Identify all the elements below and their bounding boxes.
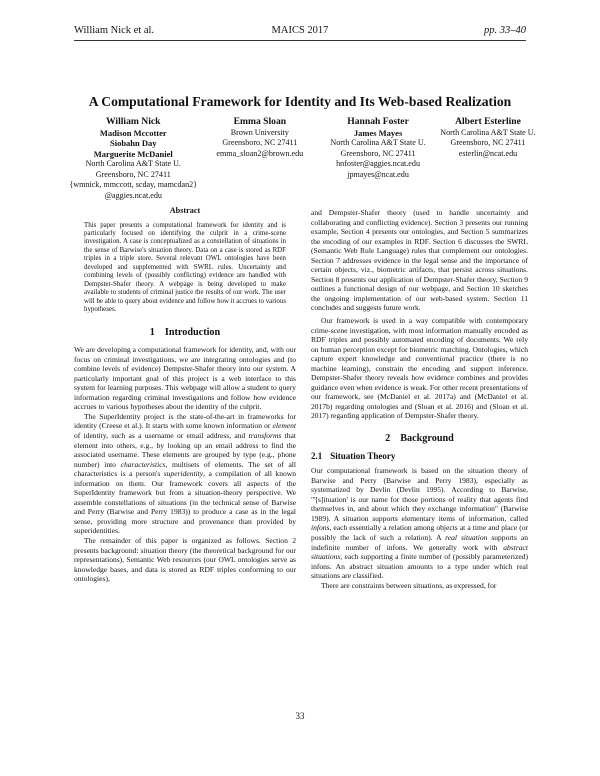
intro-paragraph-3-continued: and Dempster-Shafer theory (used to handle uncertainty and collaborating and conflicting evidence). Section 3 presents our running example, Section 4 presents our ontologies, and Section 5 summarizes the encoding of our examples in RDF. Section 6 discusses the SWRL (Semantic Web Rule Language) rules that complement our ontologies. Section 7 addresses evidence in the legal sense and the importance of certain objects, viz., biometric artifacts, that persist across situations. Section 8 presents our application of Dempster-Shafer theory, Section 9 outlines a functional design of our webpage, and Section 10 sketches the ongoing implementation of our web-based system. Section 11 concludes and suggests future work. (311, 208, 528, 313)
subsection-title: Situation Theory (330, 450, 396, 461)
author-name: Marguerite McDaniel (93, 148, 173, 159)
author-name: James Mayes (353, 127, 403, 138)
author-name: William Nick (106, 116, 161, 127)
author-email: {wmnick, mmccott, scday, mamcdan2} (69, 180, 198, 189)
section-title: Introduction (164, 326, 221, 338)
author-column-3 (325, 116, 431, 201)
author-affiliation: North Carolina A&T State U. (85, 159, 181, 168)
intro-paragraph-4: Our framework is used in a way compatible with contemporary crime-scene investigation, with most information manually encoded as RDF triples and possibly automated encoding of documents. We rely on human perception except for biometric matching. Ontologies, which capture expert knowledge and conventional practice (there is no machine learning), constrain the encoding and support inference. Dempster-Shafer theory reveals how evidence combines and provides guidance even when evidence is weak. For other recent presentations of our framework, see (McDaniel et al. 2017a) and (McDaniel et al. 2017b) regarding ontologies and (Sloan et al. 2016) and (Sloan et al. 2017) regarding application of Dempster-Shafer theory. (311, 316, 528, 421)
header-conference: MAICS 2017 (271, 25, 329, 36)
author-email: @aggies.ncat.edu (104, 190, 162, 200)
author-name: Albert Esterline (455, 116, 521, 127)
author-email: jpmayes@ncat.edu (347, 169, 409, 179)
author-email: hnfoster@aggies.ncat.edu (336, 159, 420, 168)
header-rule (74, 40, 526, 41)
author-address: Greensboro, NC 27411 (340, 148, 416, 158)
author-address: Greensboro, NC 27411 (222, 138, 298, 147)
abstract-text: This paper presents a computational framework for identity and is particularly focused on identifying the culprit in a crime-scene investigation. A case is conceptualized as a constellation of situations in the sense of Barwise's situation theory. Data on a case is stored as RDF triples in a triple store. Several relevant OWL ontologies have been developed and supplemented with SWRL rules. Uncertainty and combining levels of (possibly conflicting) evidence are handled with Dempster-Shafer theory. A webpage is being developed to make available to students of criminal justice the results of our work. The user will be able to query about evidence and follow how it accrues to various hypotheses. (84, 221, 286, 314)
intro-paragraph-3: The remainder of this paper is organized as follows. Section 2 presents background: situation theory (the theoretical background for our representations), Semantic Web resources (our OWL ontologies serve as knowledge bases, and data is stored as RDF triples conforming to our ontologies), (74, 536, 296, 584)
header-pages: pp. 33–40 (484, 25, 526, 36)
right-column (311, 208, 528, 590)
paper-title: A Computational Framework for Identity and Its Web-based Realization (88, 94, 512, 109)
situation-theory-paragraph-2: There are constraints between situations, as expressed, for (321, 580, 497, 590)
header-authors: William Nick et al. (74, 25, 155, 36)
section-title: Background (400, 433, 454, 445)
author-name: Siobahn Day (109, 138, 157, 148)
author-block (66, 116, 540, 201)
author-column-1 (66, 116, 201, 201)
author-affiliation: Brown University (230, 127, 289, 137)
left-column (74, 206, 296, 584)
section-number: 2 (385, 433, 391, 445)
intro-paragraph-2: The SuperIdentity project is the state-of-the-art in frameworks for identity (Creese et al.). It starts with some known information or element of identity, such as a username or email address, and transforms that element into others, e.g., by looking up an email address to find the associated username. These elements are grouped by type (e.g., phone number) into characteristics, multisets of elements. The set of all characteristics is a person's superidentity, a compilation of all known information on them. Our framework covers all aspects of the SuperIdentity framework but from a situation-theory perspective. We assemble constellations of situations (in the technical sense of Barwise and Perry (Barwise and Perry 1983)) to produce a case as in the legal sense, providing more structure and provenance than provided by superidentities. (74, 411, 296, 536)
page-number: 33 (295, 711, 305, 721)
author-affiliation: North Carolina A&T State U. (330, 138, 426, 147)
author-column-4 (436, 116, 540, 201)
intro-paragraph-1: We are developing a computational framework for identity, and, with our focus on criminal investigations, we are integrating ontologies and (to combine levels of evidence) Dempster-Shafer theory into our system. A particularly important goal of this project is a web interface to this system for learning purposes. This webpage will allow a student to query information regarding criminal investigations and follow how evidence accrues to various hypotheses about the identity of the culprit. (74, 345, 296, 412)
section-heading-introduction (74, 328, 296, 338)
running-header (74, 25, 526, 39)
author-column-2 (211, 116, 310, 201)
section-heading-background (311, 434, 528, 444)
author-name: Hannah Foster (347, 116, 409, 127)
author-email: esterlin@ncat.edu (458, 148, 518, 158)
author-name: Madison Mccotter (99, 127, 167, 138)
situation-theory-paragraph-1: Our computational framework is based on the situation theory of Barwise and Perry (Barwise and Perry 1983), especially as systematized by Devlin (Devlin 1995). According to Barwise, "'[s]ituation' is our name for those portions of reality that agents find themselves in, and about which they exchange information" (Barwise 1989). A situation supports elementary items of information, called infons, each essentially a relation among objects at a time and place (or possibly the lack of such a relation). A real situation supports an indefinite number of infons. We generally work with abstract situations, each supporting a finite number of (possibly parameterized) infons. An abstract situation amounts to a type under which real situations are classified. (311, 466, 528, 581)
section-number: 1 (149, 326, 155, 338)
subsection-heading-situation-theory (311, 452, 528, 462)
author-affiliation: North Carolina A&T State U. (440, 127, 536, 137)
author-address: Greensboro, NC 27411 (95, 169, 171, 179)
author-email: emma_sloan2@brown.edu (216, 148, 304, 158)
author-name: Emma Sloan (233, 116, 287, 127)
author-address: Greensboro, NC 27411 (450, 138, 526, 147)
abstract-heading: Abstract (169, 206, 201, 215)
subsection-number: 2.1 (311, 450, 323, 461)
